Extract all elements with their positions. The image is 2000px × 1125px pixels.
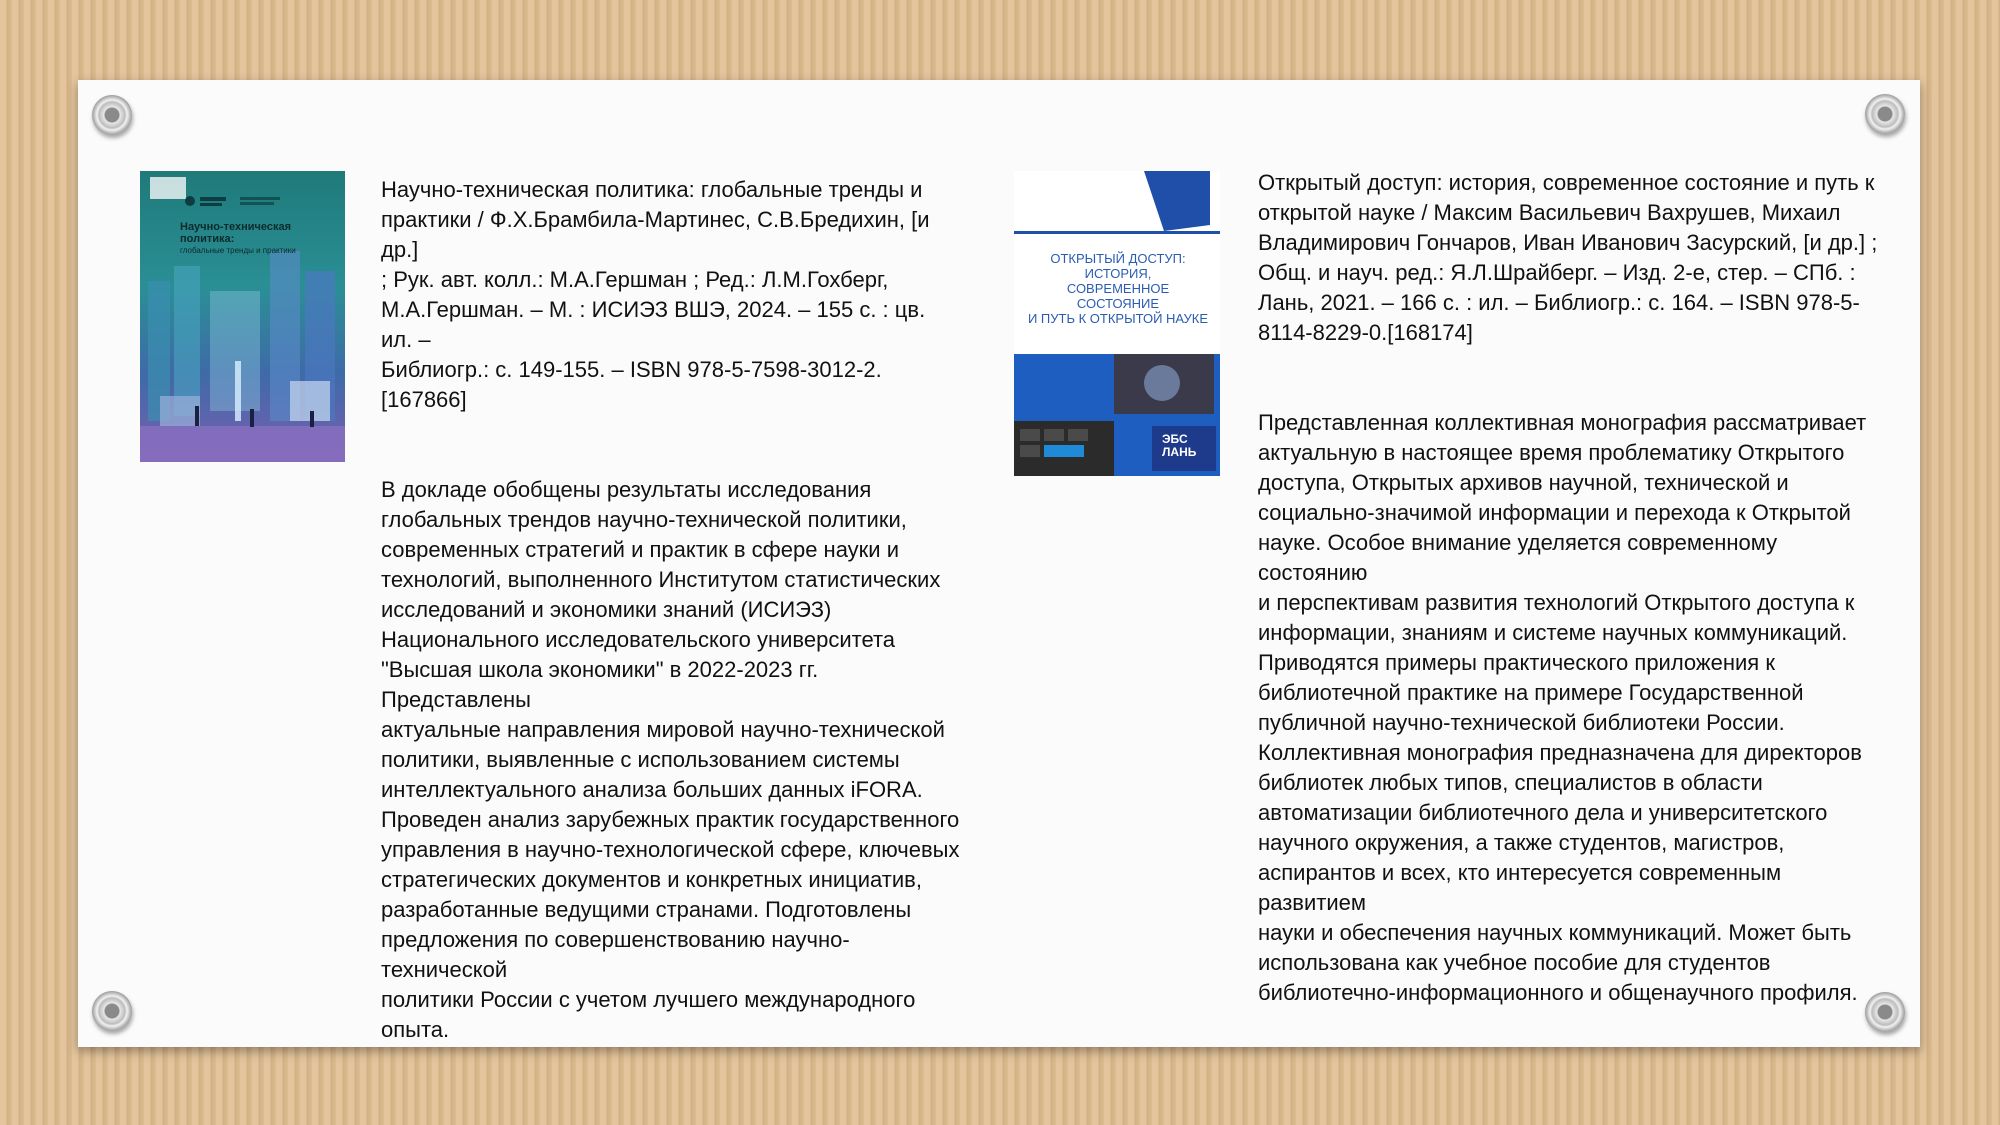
- book1-cover-title: Научно-техническая политика:: [180, 221, 291, 245]
- book1-cover-subtitle: глобальные тренды и практики: [180, 246, 296, 255]
- book1-description: [381, 145, 961, 1105]
- book2-cover-title: ОТКРЫТЫЙ ДОСТУП: ИСТОРИЯ, СОВРЕМЕННОЕ СОСТОЯНИЕ И ПУТЬ К ОТКРЫТОЙ НАУКЕ: [1027, 251, 1209, 326]
- book2-description: [1258, 138, 1878, 1068]
- book1-abstract: В докладе обобщены результаты исследования глобальных трендов научно-технической политики, современных стратегий и практик в сфере науки и технологий, выполненного Институтом статистических исследований и экономики знаний (ИСИЭЗ) Национального исследовательского университета "Высшая школа экономики" в 2022-2023 гг. Представлены актуальные направления мировой научно-технической политики, выявленные с использованием системы интеллектуального анализа больших данных iFORA. Проведен анализ зарубежных практик государственного управления в научно-технологической сфере, ключевых стратегических документов и конкретных инициатив, разработанные ведущими странами. Подготовлены предложения по совершенствованию научно-технической политики России с учетом лучшего международного опыта.: [381, 477, 960, 1042]
- book2-abstract: Представленная коллективная монография рассматривает актуальную в настоящее время проблематику Открытого доступа, Открытых архивов научной, технической и социально-значимой информации и перехода к Открытой науке. Особое внимание уделяется современному состоянию и перспективам развития технологий Открытого доступа к информации, знаниям и системе научных коммуникаций. Приводятся примеры практического приложения к библиотечной практике на примере Государственной публичной научно-технической библиотеки России. Коллективная монография предназначена для директоров библиотек любых типов, специалистов в области автоматизации библиотечного дела и университетского научного окружения, а также студентов, магистров, аспирантов и всех, кто интересуется современным развитием науки и обеспечения научных коммуникаций. Может быть использована как учебное пособие для студентов библиотечно-информационного и общенаучного профиля.: [1258, 410, 1867, 1005]
- pin-bottom-left-icon: [92, 991, 132, 1031]
- book2-cover-badge: ЭБС ЛАНЬ: [1162, 432, 1197, 459]
- pin-top-right-icon: [1865, 94, 1905, 134]
- book1-citation: Научно-техническая политика: глобальные тренды и практики / Ф.Х.Брамбила-Мартинес, С.В.Бредихин, [и др.] ; Рук. авт. колл.: М.А.Гершман ; Ред.: Л.М.Гохберг, М.А.Гершман. – М. : ИСИЭЗ ВШЭ, 2024. – 155 с. : цв. ил. – Библиогр.: с. 149-155. – ISBN 978-5-7598-3012-2.[167866]: [381, 177, 930, 412]
- book2-citation: Открытый доступ: история, современное состояние и путь к открытой науке / Максим Васильевич Вахрушев, Михаил Владимирович Гончаров, Иван Иванович Засурский, [и др.] ; Общ. и науч. ред.: Я.Л.Шрайберг. – Изд. 2-е, стер. – СПб. : Лань, 2021. – 166 с. : ил. – Библиогр.: с. 164. – ISBN 978-5- 8114-8229-0.[168174]: [1258, 170, 1878, 345]
- pin-top-left-icon: [92, 95, 132, 135]
- book2-cover-image: [1014, 171, 1220, 476]
- book1-cover-image: [140, 171, 345, 462]
